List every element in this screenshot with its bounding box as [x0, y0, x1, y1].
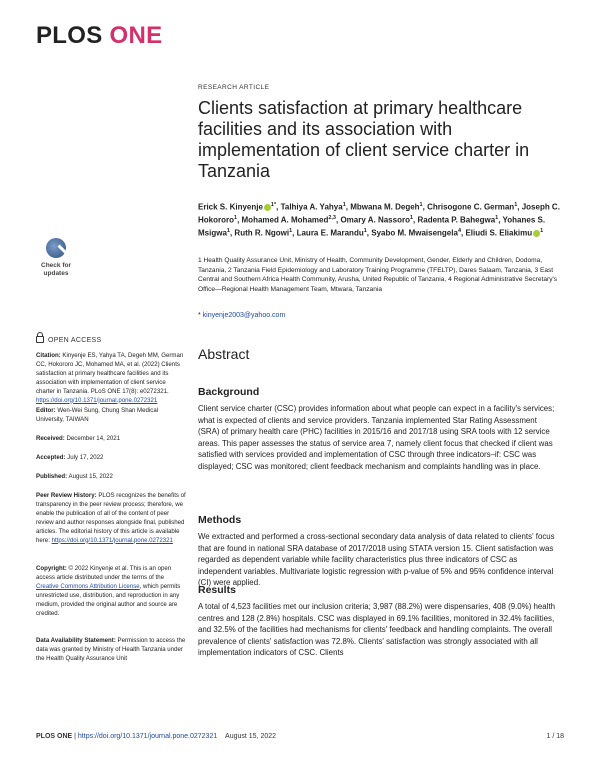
background-paragraph: Client service charter (CSC) provides information about what people can expect in a facility's services; what is expected of clients and service providers. Tanzania implemented Star Rating Assessment (SRA) of primary health care (PHC) facilities in 2015/16 and 2017/18 using SRA tools with 12 service areas. This paper assesses the status of service area 7, namely client focus that checked if client was satisfied with services provided and implementation of CSC through three indicators–if: CSC was displayed; CSC was monitored; client feedback mechanism and complaints handling was in place. — [198, 404, 555, 471]
data-availability-block — [36, 637, 186, 664]
page-number: 1 / 18 — [546, 733, 564, 740]
check-for-updates-badge[interactable] — [38, 238, 74, 284]
published-label: Published: — [36, 473, 68, 480]
abstract-heading: Abstract — [198, 346, 250, 362]
correspondence-email[interactable]: kinyenje2003@yahoo.com — [202, 312, 286, 319]
author-name: Mohamed A. Mohamed — [241, 215, 329, 225]
author-name: Talhiya A. Yahya — [280, 202, 343, 212]
asterisk: * — [198, 312, 203, 319]
data-availability-label: Data Availability Statement: — [36, 637, 116, 644]
author-name: Joseph C. Hokororo — [198, 202, 560, 225]
author-affiliation-mark: 1 — [419, 202, 423, 208]
citation-label: Citation: — [36, 352, 61, 359]
copyright-text-end: , which permits unrestricted use, distribution, and reproduction in any medium, provided the original author and source are credited. — [36, 582, 181, 617]
article-title: Clients satisfaction at primary healthcare facilities and its association with implementation of client service charter in Tanzania — [198, 98, 530, 181]
copyright-text: © 2022 Kinyenje et al. This is an open access article distributed under the terms of the — [36, 565, 172, 581]
author-name: Mbwana M. Degeh — [350, 202, 420, 212]
accepted-date: July 17, 2022 — [67, 454, 104, 461]
methods-heading: Methods — [198, 514, 242, 526]
author-list: Erick S. Kinyenje $^{1*}$, Talhiya A. Yahya$^1$, Mbwana M. Degeh$^1$, Chrisogone C. German$^1$, Joseph C. Hokororo$^1$, Mohamed A. Mohamed$^{2,3}$, Omary A. Nassoro$^1$, Radenta P. Bahegwa$^1$, Yohanes S. Msigwa$^1$, Ruth R. Ngowi$^1$, Laura E. Marandu$^1$, Syabo M. Mwaisengela$^4$, Eliudi S. Eliakimu $^1$ — [198, 202, 560, 238]
background-heading: Background — [198, 386, 260, 398]
data-availability-text: Permission to access the data was granted by Ministry of Health Tanzania under the Health Quality Assurance Unit — [36, 637, 186, 662]
copyright-label: Copyright: — [36, 565, 67, 572]
article-type: RESEARCH ARTICLE — [198, 84, 270, 91]
author-name: Laura E. Marandu — [296, 228, 364, 238]
peer-review-label: Peer Review History: — [36, 492, 97, 499]
footer-separator: | — [72, 733, 78, 740]
editor-label: Editor: — [36, 407, 56, 414]
citation-block — [36, 352, 186, 405]
open-lock-icon — [36, 336, 44, 343]
author-affiliation-mark: 1 — [342, 202, 346, 208]
methods-paragraph: We extracted and performed a cross-sectional secondary data analysis of data related to clients' focus that are found in national SRA database of 2017/2018 using STATA version 15. Client satisfaction was regarded as dependent variable while facility characteristics plus three indicators of CSC as independent variables. Multivariate logistic regression with p-value of 5% and 95% confidence interval (CI) were applied. — [198, 532, 555, 588]
footer-doi-link[interactable]: https://doi.org/10.1371/journal.pone.0272321 — [77, 733, 218, 740]
published-block — [36, 473, 186, 482]
received-label: Received: — [36, 435, 65, 442]
received-date: December 14, 2021 — [66, 435, 121, 442]
affiliations: 1 Health Quality Assurance Unit, Ministry of Health, Community Development, Gender, Elderly and Children, Dodoma, Tanzania, 2 Tanzania Field Epidemiology and Laboratory Training Programme (TFELTP), Dares Salaam, Tanzania, 3 East Central and Southern Africa Health Community, Arusha, United Republic of Tanzania, 4 Regional Administrative Secretary's Office—Regional Health Management Team, Mtwara, Tanzania — [198, 257, 558, 293]
author-affiliation-mark: 4 — [457, 228, 461, 235]
journal-logo — [36, 22, 162, 50]
license-link[interactable]: Creative Commons Attribution License — [36, 582, 140, 590]
citation-doi-link[interactable]: https://doi.org/10.1371/journal.pone.0272321 — [36, 396, 158, 404]
page-footer — [36, 733, 564, 740]
author-name: Chrisogone C. German — [427, 202, 515, 212]
published-date: August 15, 2022 — [68, 473, 113, 480]
citation-text: Kinyenje ES, Yahya TA, Degeh MM, German CC, Hokororo JC, Mohamed MA, et al. (2022) Clients satisfaction at primary healthcare facilities and its association with implementation of client service charter in Tanzania. PLoS ONE 17(8): e0272321. — [36, 352, 184, 395]
correspondence — [198, 312, 285, 319]
orcid-icon[interactable] — [264, 204, 271, 211]
author-name: Radenta P. Bahegwa — [417, 215, 496, 225]
author-name: Ruth R. Ngowi — [234, 228, 290, 238]
peer-review-text: PLOS recognizes the benefits of transparency in the peer review process; therefore, we enable the publication of all of the content of peer review and author responses alongside final, published articles. The editorial history of this article is available here: — [36, 492, 186, 544]
check-updates-label: Check for updates — [41, 262, 71, 277]
peer-review-link[interactable]: https://doi.org/10.1371/journal.pone.0272321 — [51, 536, 173, 544]
author-affiliation-mark: 2,3 — [328, 215, 336, 222]
author-name: Yohanes S. Msigwa — [198, 215, 546, 238]
author-affiliation-mark: 1 — [409, 215, 414, 222]
author-affiliation-mark: 1 — [226, 228, 230, 235]
author-affiliation-mark: 1 — [495, 215, 499, 222]
peer-review-block — [36, 492, 186, 545]
author-name: Erick S. Kinyenje — [198, 202, 263, 212]
footer-date: August 15, 2022 — [225, 733, 277, 740]
editor-text: Wen-Wei Sung, Chung Shan Medical University, TAIWAN — [36, 407, 159, 423]
author-affiliation-mark: 1 — [363, 228, 367, 235]
editor-block — [36, 407, 186, 425]
open-access-label: OPEN ACCESS — [48, 337, 102, 344]
author-name: Syabo M. Mwaisengela — [371, 228, 458, 238]
logo-plos: PLOS — [36, 22, 103, 49]
results-heading: Results — [198, 584, 236, 596]
logo-one: ONE — [109, 22, 163, 49]
copyright-block — [36, 565, 186, 618]
footer-journal: PLOS ONE — [36, 733, 73, 740]
results-paragraph: A total of 4,523 facilities met our inclusion criteria; 3,987 (88.2%) were dispensaries, 408 (9.0%) health centres and 128 (2.8%) hospitals. CSC was displayed in 69.1% facilities, monitored in 32.4% facilities, and 32.5% of the facilities had mechanisms for clients' feedback and handling complaints. The overall prevalence of clients' satisfaction was 72.8%. Clients' satisfaction was strongly associated with all implementation indicators of CSC. Clients — [198, 602, 556, 658]
accepted-block — [36, 454, 186, 463]
author-affiliation-mark: 1 — [234, 215, 238, 222]
check-updates-icon — [46, 238, 66, 258]
author-affiliation-mark: 1 — [514, 202, 518, 208]
author-affiliation-mark: 1 — [540, 228, 544, 235]
author-name: Eliudi S. Eliakimu — [465, 228, 533, 238]
author-name: Omary A. Nassoro — [340, 215, 410, 225]
received-block — [36, 435, 186, 444]
open-access — [36, 336, 101, 344]
accepted-label: Accepted: — [36, 454, 66, 461]
author-affiliation-mark: 1* — [270, 202, 277, 208]
author-affiliation-mark: 1 — [289, 228, 293, 235]
